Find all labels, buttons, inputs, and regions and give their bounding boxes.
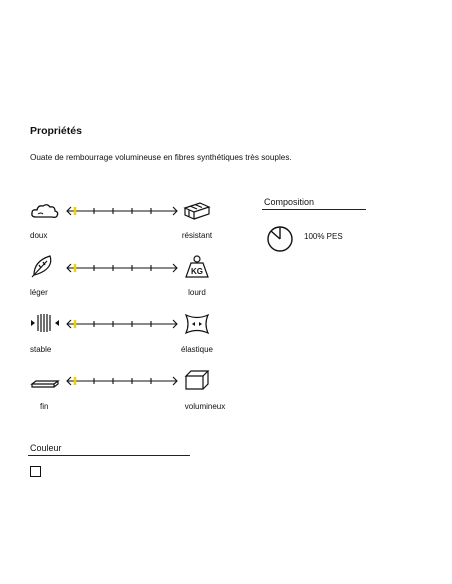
kg-label: KG (191, 267, 203, 276)
kg-weight-icon (183, 254, 211, 280)
property-scale-4 (64, 375, 180, 387)
feather-icon (30, 253, 56, 279)
voluminous-box-icon (183, 368, 211, 392)
right-label-2: lourd (188, 288, 206, 297)
property-scale-1 (64, 205, 180, 217)
brick-icon (182, 199, 212, 221)
stretch-icon (183, 312, 211, 336)
property-scale-2 (64, 262, 180, 274)
product-description: Ouate de rembourrage volumineuse en fibres synthétiques très souples. (30, 153, 292, 162)
property-scale-3 (64, 318, 180, 330)
stable-fabric-icon (30, 311, 62, 335)
composition-title: Composition (264, 197, 315, 207)
left-label-3: stable (30, 345, 52, 354)
composition-divider (262, 209, 366, 210)
pie-chart-icon (265, 224, 295, 254)
color-swatch[interactable] (30, 466, 41, 477)
right-label-1: résistant (181, 231, 213, 240)
couleur-divider (28, 455, 190, 456)
couleur-title: Couleur (30, 443, 62, 453)
left-label-4: fin (40, 402, 49, 411)
cloud-icon (30, 201, 60, 221)
left-label-1: doux (30, 231, 48, 240)
thin-block-icon (30, 376, 60, 390)
right-label-4: volumineux (184, 402, 226, 411)
right-label-3: élastique (180, 345, 214, 354)
composition-value: 100% PES (304, 232, 343, 241)
section-title: Propriétés (30, 125, 82, 137)
left-label-2: léger (30, 288, 48, 297)
